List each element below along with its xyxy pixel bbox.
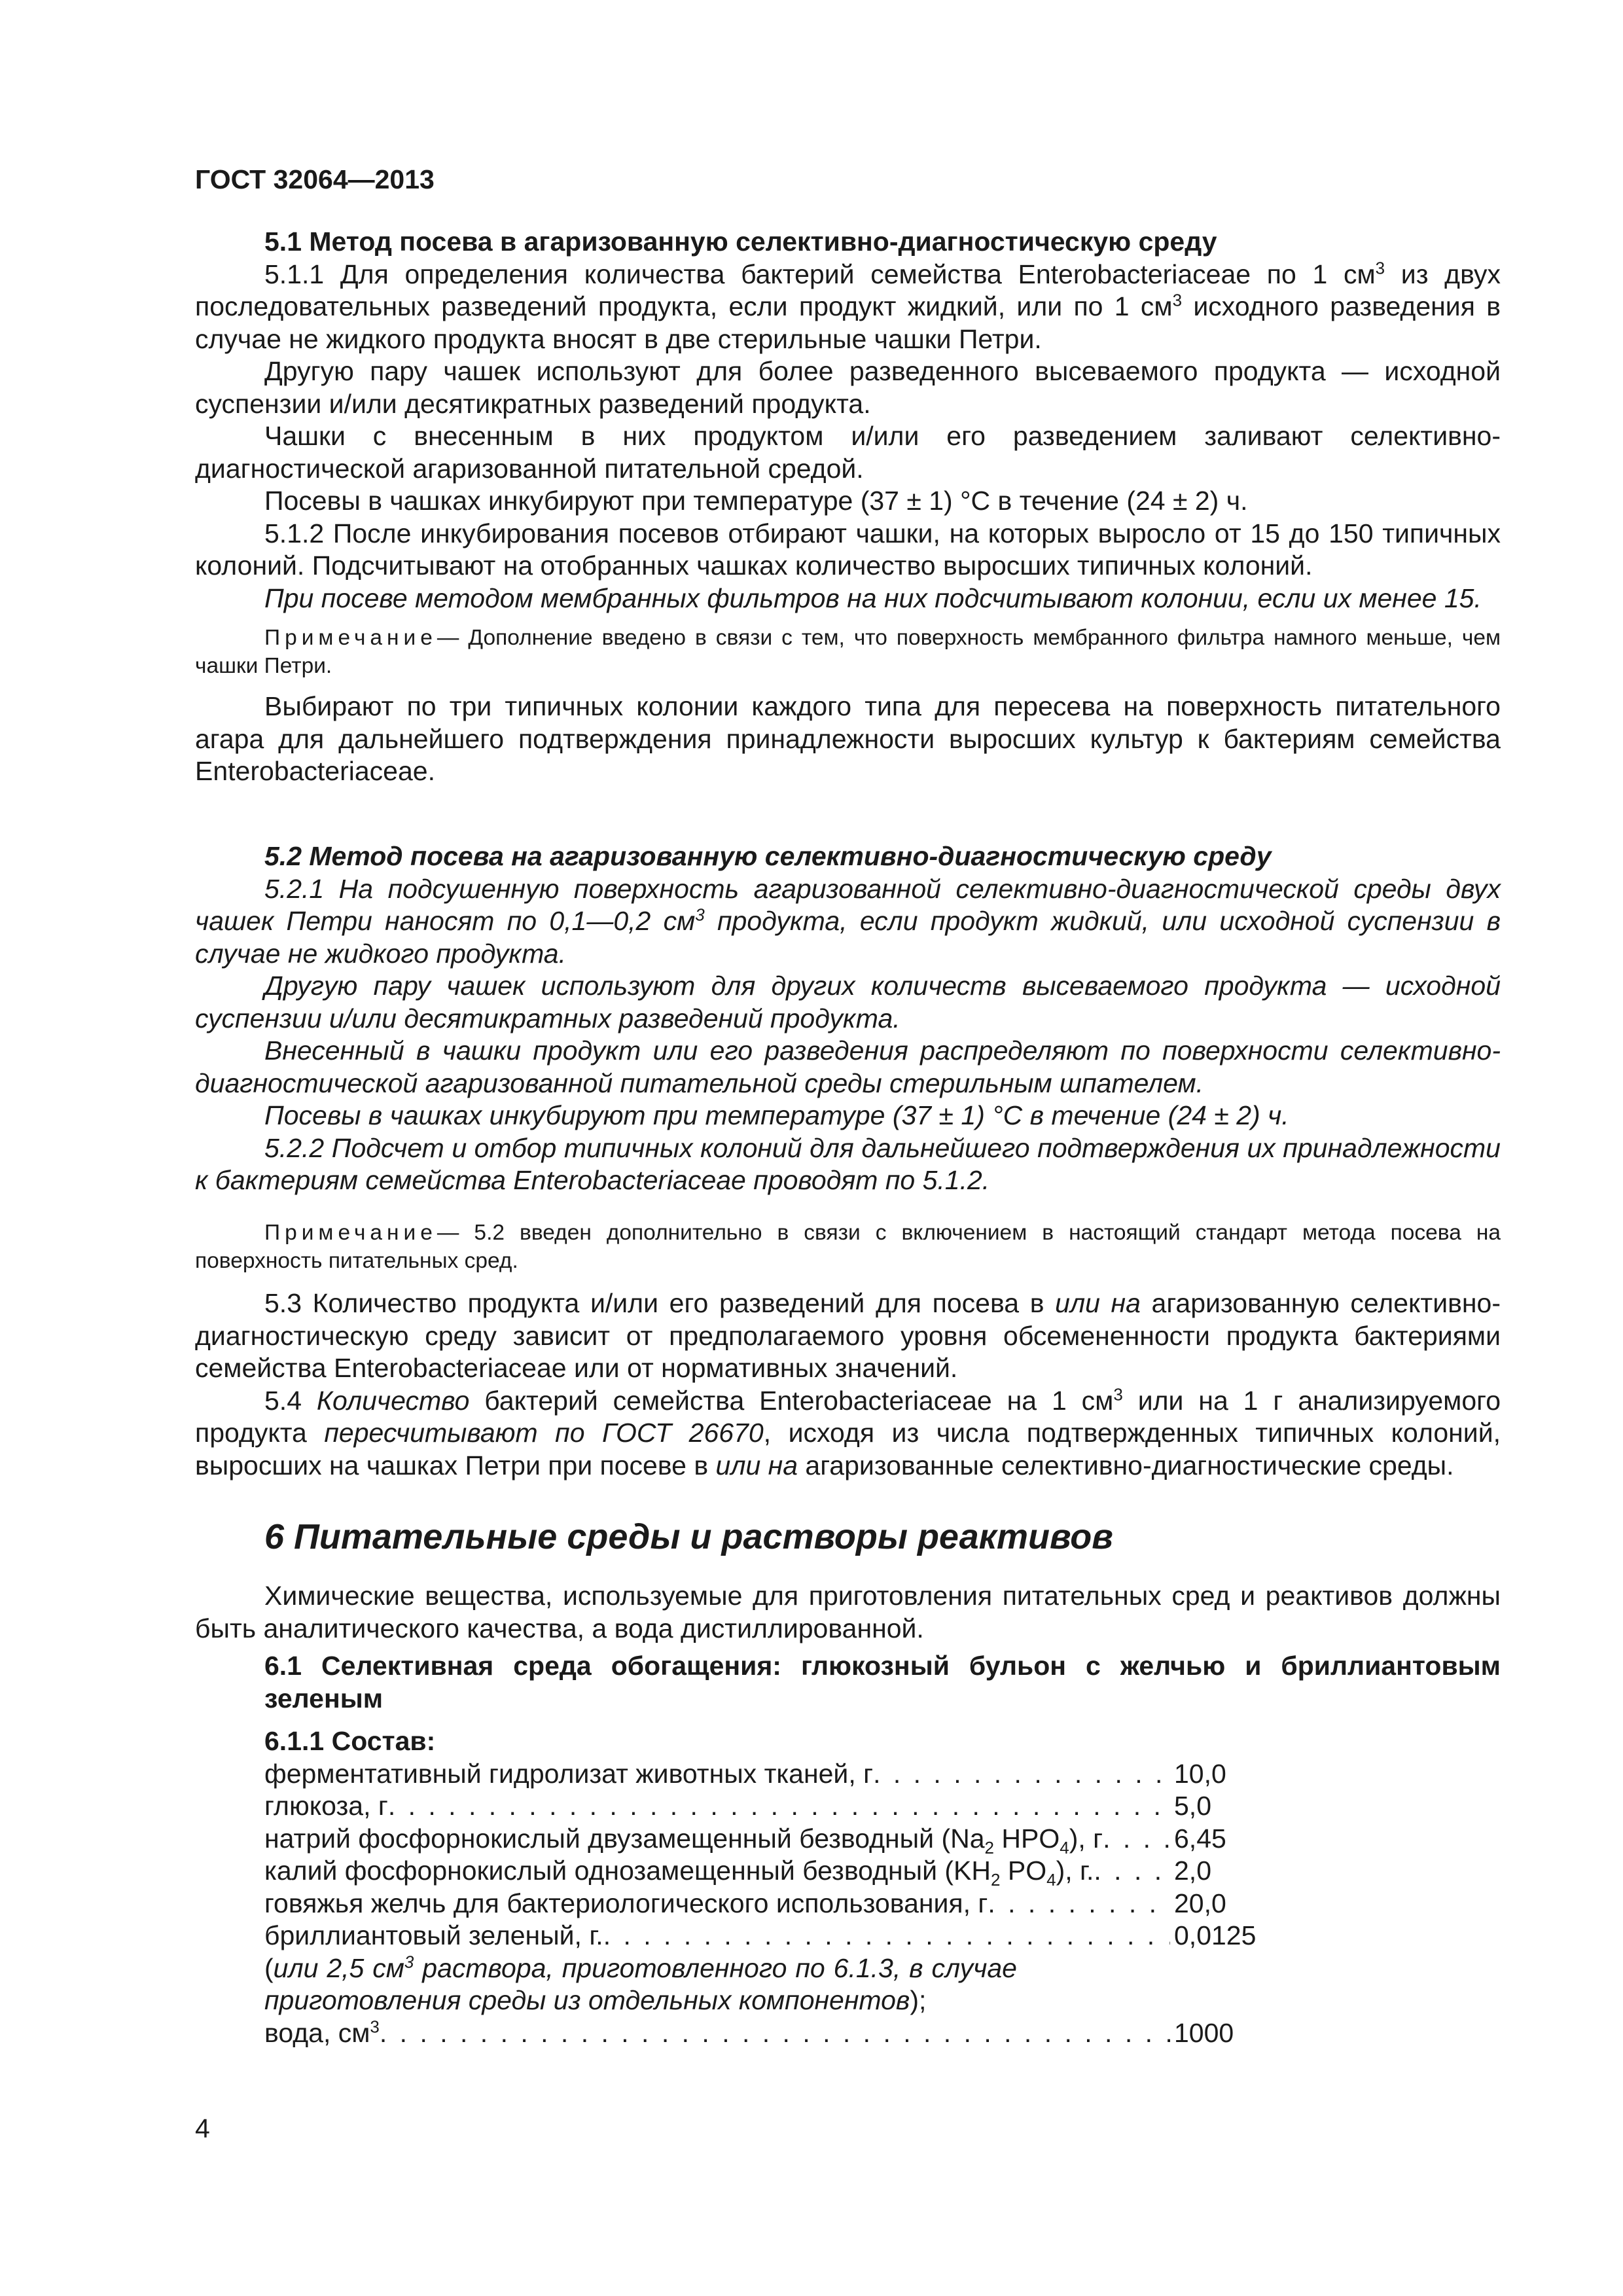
paragraph-5-1-1: 5.1.1 Для определения количества бактерий семейства Enterobacteriaceae по 1 $см^3$ из двух последовательных разведений продукта, если продукт жидкий, или по 1 $см^3$ исходного разведения в случае не жидкого продукта вносят в две стерильные чашки Петри. [195, 257, 1501, 354]
section-6 [195, 1516, 1501, 2049]
section-6-1-heading: 6.1 Селективная среда обогащения: глюкозный бульон с желчью и бриллиантовым зеленым [264, 1651, 1501, 1713]
section-5-2 [195, 840, 1501, 1197]
paragraph-5-3: 5.3 Количество продукта и/или его разведений для посева в или на агаризованную селективно-диагностическую среду зависит от предполагаемого уровня обсемененности продукта бактериями семейства Enterobacteriaceae или от нормативных значений. [195, 1288, 1501, 1383]
composition-list [195, 1758, 1298, 2050]
composition-item: говяжья желчь для бактериологического использования, г . . . 20,0 [264, 1888, 1298, 1920]
paragraph-italic: При посеве методом мембранных фильтров на них подсчитывают колонии, если их менее 15. [264, 583, 1482, 613]
composition-item: калий фосфорнокислый однозамещенный безводный ($KH_2$ $PO_4$), г. . . . 2,0 [264, 1855, 1298, 1888]
note: Примечание— 5.2 введен дополнительно в связи с включением в настоящий стандарт метода посева на поверхность питательных сред. [195, 1221, 1501, 1273]
paragraph-5-2-2: 5.2.2 Подсчет и отбор типичных колоний для дальнейшего подтверждения их принадлежности к бактериям семейства Enterobacteriaceae проводят по 5.1.2. [195, 1132, 1501, 1195]
note-5-2 [195, 1219, 1501, 1275]
section-5-3-5-4 [195, 1287, 1501, 1482]
paragraph: Другую пару чашек используют для других количеств высеваемого продукта — исходной суспензии и/или десятикратных разведений продукта. [195, 971, 1501, 1033]
composition-item: ферментативный гидролизат животных тканей, г . . . 10,0 [264, 1758, 1298, 1791]
section-5-2-heading: 5.2 Метод посева на агаризованную селективно-диагностическую среду [264, 841, 1272, 871]
section-6-1-1-heading: 6.1.1 Состав: [264, 1726, 436, 1756]
composition-item: глюкоза, г . . . 5,0 [264, 1790, 1298, 1823]
paragraph-5-1-2: 5.1.2 После инкубирования посевов отбирают чашки, на которых выросло от 15 до 150 типичных колоний. Подсчитывают на отобранных чашках количество выросших типичных колоний. [195, 518, 1501, 581]
paragraph: Другую пару чашек используют для более разведенного высеваемого продукта — исходной суспензии и/или десятикратных разведений продукта. [195, 356, 1501, 419]
section-5-1 [195, 226, 1501, 788]
page-number: 4 [195, 2113, 210, 2144]
paragraph: Внесенный в чашки продукт или его разведения распределяют по поверхности селективно-диагностической агаризованной питательной среды стерильным шпателем. [195, 1035, 1501, 1098]
composition-item: бриллиантовый зеленый, г. . . . 0,0125 [264, 1920, 1298, 1952]
paragraph: Посевы в чашках инкубируют при температуре (37 ± 1) °С в течение (24 ± 2) ч. [264, 486, 1248, 516]
composition-note: (или 2,5 $см^3$ раствора, приготовленного по 6.1.3, в случае приготовления среды из отдельных компонентов); [264, 1951, 1017, 2015]
note-label: Примечание [264, 626, 437, 650]
paragraph: Химические вещества, используемые для приготовления питательных сред и реактивов должны быть аналитического качества, а вода дистиллированной. [195, 1581, 1501, 1643]
composition-item-water: вода, $см^3$ . . . 1000 [264, 2017, 1298, 2050]
paragraph: Посевы в чашках инкубируют при температуре (37 ± 1) °С в течение (24 ± 2) ч. [264, 1100, 1289, 1130]
section-5-1-heading: 5.1 Метод посева в агаризованную селективно-диагностическую среду [264, 226, 1217, 257]
paragraph: Чашки с внесенным в них продуктом и/или его разведением заливают селективно-диагностической агаризованной питательной средой. [195, 421, 1501, 484]
paragraph-5-2-1: 5.2.1 На подсушенную поверхность агаризованной селективно-диагностической среды двух чашек Петри наносят по 0,1—0,2 $см^3$ продукта, если продукт жидкий, или исходной суспензии в случае не жидкого продукта. [195, 873, 1501, 969]
standard-number: ГОСТ 32064—2013 [195, 164, 435, 194]
paragraph: Выбирают по три типичных колонии каждого типа для пересева на поверхность питательного агара для дальнейшего подтверждения принадлежности выросших культур к бактериям семейства Enterobacteriaceae. [195, 691, 1501, 786]
note-label: Примечание [264, 1221, 437, 1245]
paragraph-5-4: 5.4 Количество бактерий семейства Enterobacteriaceae на 1 $см^3$ или на 1 г анализируемого продукта пересчитывают по ГОСТ 26670, исходя из числа подтвержденных типичных колоний, выросших на чашках Петри при посеве в или на агаризованные селективно-диагностические среды. [195, 1384, 1501, 1480]
note: Примечание— Дополнение введено в связи с тем, что поверхность мембранного фильтра намного меньше, чем чашки Петри. [195, 626, 1501, 678]
composition-item: натрий фосфорнокислый двузамещенный безводный ($Na_2$ $HPO_4$), г . . . 6,45 [264, 1823, 1298, 1856]
section-6-heading: 6 Питательные среды и растворы реактивов [264, 1517, 1113, 1556]
